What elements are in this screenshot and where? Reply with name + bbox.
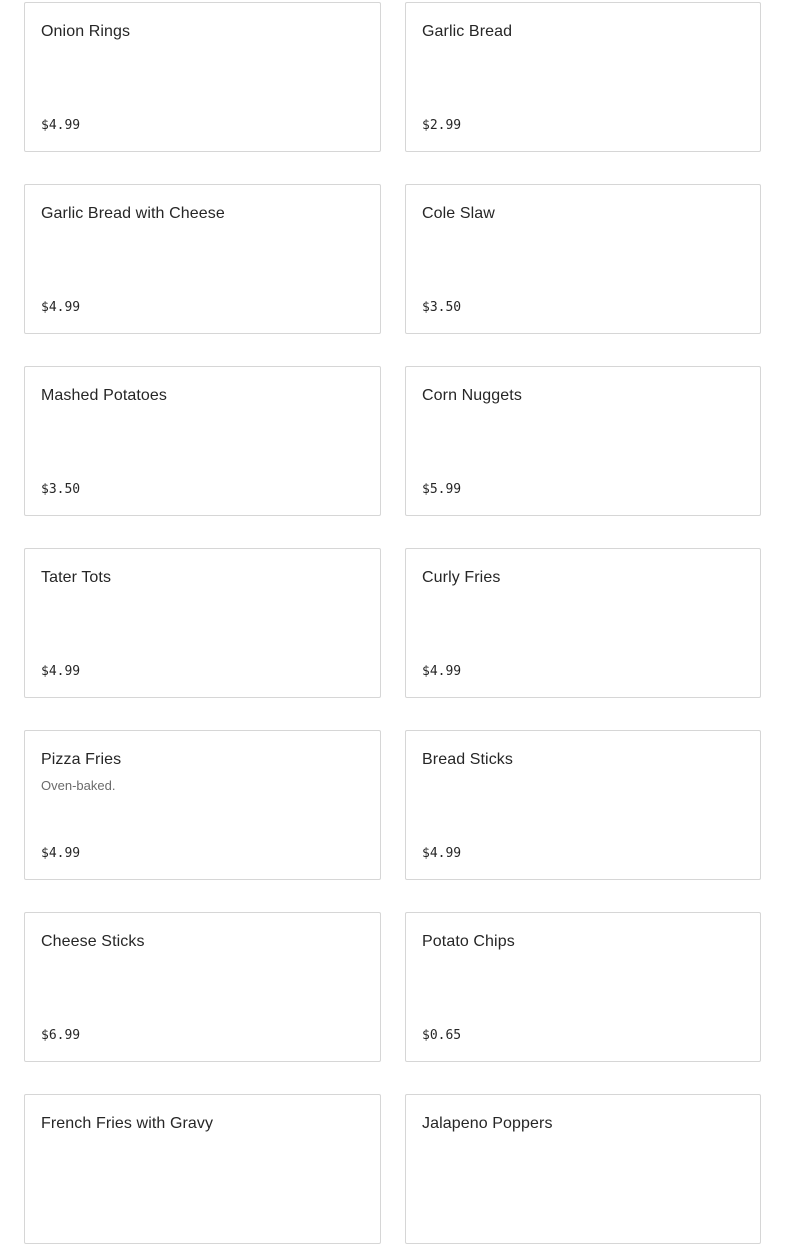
item-price: $3.50	[422, 300, 462, 315]
item-name: Garlic Bread with Cheese	[41, 205, 225, 222]
item-price: $4.99	[41, 118, 81, 133]
menu-item-card[interactable]	[405, 2, 761, 152]
menu-item-card[interactable]	[24, 548, 381, 698]
item-name: Jalapeno Poppers	[422, 1115, 553, 1132]
menu-item-card[interactable]	[405, 730, 761, 880]
item-price: $6.99	[41, 1028, 81, 1043]
menu-item-card[interactable]	[405, 366, 761, 516]
item-name: Garlic Bread	[422, 23, 513, 40]
item-price: $4.99	[422, 664, 462, 679]
menu-item-card[interactable]	[24, 912, 381, 1062]
item-name: Cheese Sticks	[41, 933, 145, 950]
menu-item-card[interactable]	[405, 548, 761, 698]
menu-items-grid	[24, 2, 761, 1244]
item-name: Cole Slaw	[422, 205, 495, 222]
item-name: Tater Tots	[41, 569, 112, 586]
item-price: $3.50	[41, 482, 81, 497]
menu-item-card[interactable]	[24, 184, 381, 334]
menu-item-card[interactable]	[24, 366, 381, 516]
item-price: $4.99	[41, 846, 81, 861]
item-price: $0.65	[422, 1028, 462, 1043]
menu-item-card[interactable]	[24, 1094, 381, 1244]
menu-item-card[interactable]	[405, 912, 761, 1062]
item-name: Pizza Fries	[41, 751, 122, 768]
item-description: Oven-baked.	[41, 778, 116, 793]
menu-item-card[interactable]	[24, 2, 381, 152]
item-price: $2.99	[422, 118, 462, 133]
menu-item-card[interactable]	[24, 730, 381, 880]
item-price: $4.99	[41, 664, 81, 679]
item-name: Onion Rings	[41, 23, 131, 40]
menu-item-card[interactable]	[405, 184, 761, 334]
menu-item-card[interactable]	[405, 1094, 761, 1244]
item-name: Corn Nuggets	[422, 387, 522, 404]
item-name: Bread Sticks	[422, 751, 514, 768]
item-price: $5.99	[422, 482, 462, 497]
item-price: $4.99	[422, 846, 462, 861]
item-name: Potato Chips	[422, 933, 515, 950]
item-name: French Fries with Gravy	[41, 1115, 214, 1132]
item-name: Curly Fries	[422, 569, 501, 586]
item-price: $4.99	[41, 300, 81, 315]
item-name: Mashed Potatoes	[41, 387, 168, 404]
